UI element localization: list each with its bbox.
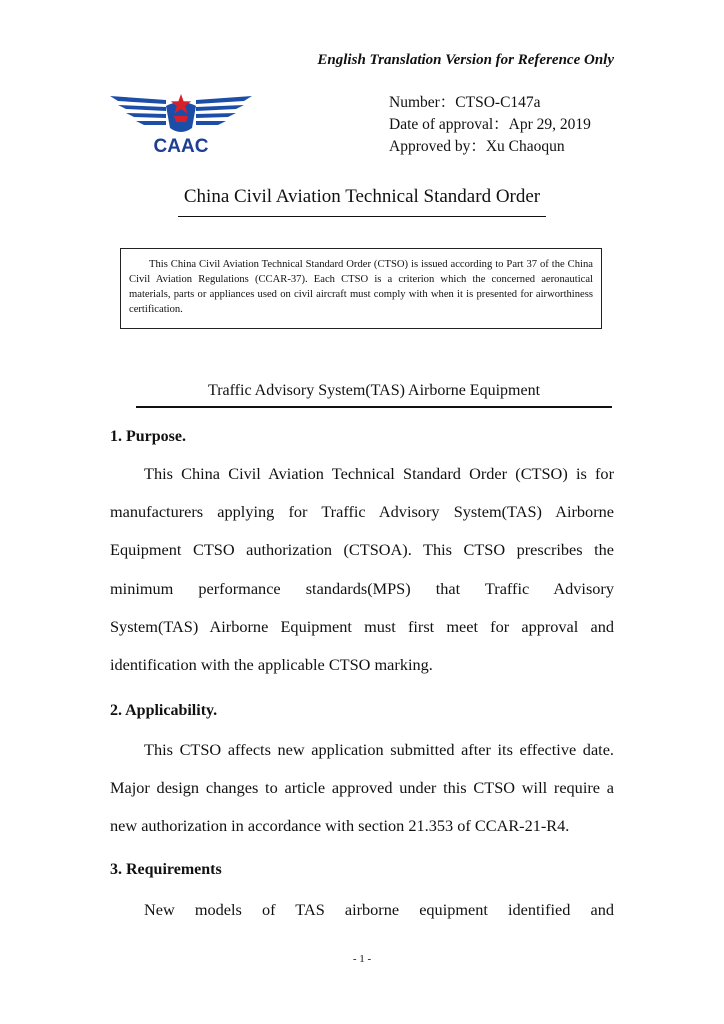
paragraph-line: System(TAS) Airborne Equipment must first meet for approval and	[110, 616, 614, 636]
notice-box: This China Civil Aviation Technical Standard Order (CTSO) is issued according to Part 37 of the China Civil Aviation Regulations (CCAR-37). Each CTSO is a criterion which the concerned aeronautical materials, parts or appliances used on civil aircraft must comply with when it is presented for airworthiness certification.	[120, 248, 602, 329]
section-heading-requirements: 3. Requirements	[110, 861, 222, 878]
paragraph-line: manufacturers applying for Traffic Advisory System(TAS) Airborne	[110, 502, 614, 522]
paragraph-line: Equipment CTSO authorization (CTSOA). This CTSO prescribes the	[110, 540, 614, 560]
section-body-requirements	[110, 891, 614, 929]
paragraph-line: New models of TAS airborne equipment identified and	[144, 900, 614, 919]
document-number: Number：CTSO-C147a	[389, 94, 541, 111]
paragraph-line: This China Civil Aviation Technical Standard Order (CTSO) is for	[144, 464, 614, 483]
paragraph-line: Major design changes to article approved under this CTSO will require a	[110, 778, 614, 798]
document-title: China Civil Aviation Technical Standard Order	[183, 186, 541, 207]
page-number: - 1 -	[352, 953, 372, 965]
section-heading-applicability: 2. Applicability.	[110, 702, 218, 719]
document-meta	[389, 92, 591, 158]
subject-divider	[136, 406, 612, 408]
logo-text: CAAC	[153, 136, 209, 157]
section-heading-purpose: 1. Purpose.	[110, 428, 186, 445]
approved-by: Approved by：Xu Chaoqun	[389, 138, 565, 155]
approval-date: Date of approval：Apr 29, 2019	[389, 116, 591, 133]
title-divider	[178, 216, 546, 217]
paragraph-line: minimum performance standards(MPS) that Traffic Advisory	[110, 578, 614, 598]
paragraph-line: identification with the applicable CTSO marking.	[110, 655, 433, 675]
paragraph-line: This CTSO affects new application submitted after its effective date.	[144, 740, 614, 759]
caac-logo-icon	[108, 92, 254, 162]
section-body-applicability	[110, 731, 614, 846]
caac-logo	[108, 92, 254, 162]
subject-title: Traffic Advisory System(TAS) Airborne Equipment	[207, 382, 541, 399]
section-body-purpose	[110, 455, 614, 684]
translation-note: English Translation Version for Reference Only	[317, 52, 614, 68]
paragraph-line: new authorization in accordance with section 21.353 of CCAR-21-R4.	[110, 816, 570, 836]
